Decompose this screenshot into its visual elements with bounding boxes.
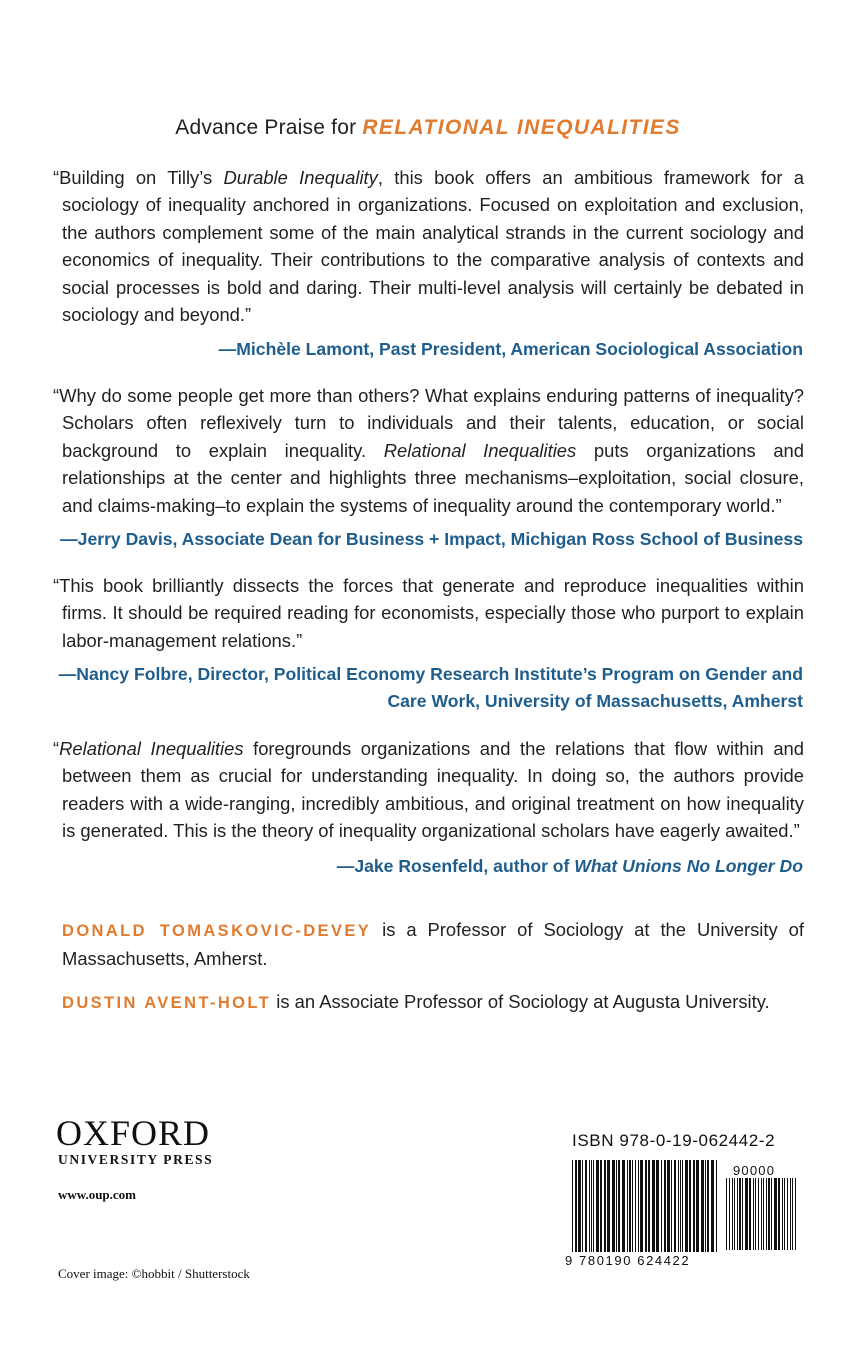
barcode-bar bbox=[726, 1178, 727, 1250]
barcode-bar bbox=[600, 1160, 602, 1252]
barcode-bar bbox=[763, 1178, 764, 1250]
barcode-bar bbox=[771, 1178, 772, 1250]
barcode-bar bbox=[661, 1160, 662, 1252]
barcode-bar bbox=[607, 1160, 610, 1252]
barcode-bar bbox=[693, 1160, 695, 1252]
barcode-bar bbox=[596, 1160, 599, 1252]
barcode-bar bbox=[745, 1178, 748, 1250]
barcode-bar bbox=[645, 1160, 647, 1252]
barcode-bar bbox=[782, 1178, 783, 1250]
barcode-bar bbox=[705, 1160, 706, 1252]
praise-attribution-4 bbox=[40, 853, 803, 880]
barcode-bar bbox=[618, 1160, 620, 1252]
barcode-bar bbox=[685, 1160, 688, 1252]
barcode-bar bbox=[682, 1160, 683, 1252]
quote-text: “Why do some people get more than others? What explains enduring patterns of inequality? Scholars often reflexively turn to individuals and their talents, education, or social background to explain inequality. bbox=[53, 385, 804, 461]
barcode-bar bbox=[749, 1178, 751, 1250]
barcode-bar bbox=[739, 1178, 741, 1250]
barcode-bar bbox=[680, 1160, 681, 1252]
barcode-bar bbox=[689, 1160, 691, 1252]
barcode-bar bbox=[758, 1178, 759, 1250]
barcode-bar bbox=[656, 1160, 659, 1252]
author-bio-2 bbox=[62, 988, 804, 1017]
author-name: DONALD TOMASKOVIC-DEVEY bbox=[62, 922, 372, 940]
barcode-bar bbox=[787, 1178, 788, 1250]
barcode-bar bbox=[707, 1160, 709, 1252]
barcode-bar bbox=[652, 1160, 655, 1252]
barcode-bar bbox=[667, 1160, 670, 1252]
barcode-bar bbox=[755, 1178, 756, 1250]
barcode-bar bbox=[612, 1160, 615, 1252]
attribution-book-title: What Unions No Longer Do bbox=[574, 856, 803, 876]
barcode-bar bbox=[729, 1178, 730, 1250]
barcode-bar bbox=[593, 1160, 594, 1252]
author-bio-text: is an Associate Professor of Sociology at Augusta University. bbox=[271, 991, 770, 1012]
quote-text: “This book brilliantly dissects the forces that generate and reproduce inequalities within firms. It should be required reading for economists, especially those who purport to explain labor-management relations.” bbox=[53, 575, 804, 651]
barcode-bar bbox=[604, 1160, 606, 1252]
isbn-label: ISBN 978-0-19-062442-2 bbox=[572, 1131, 776, 1150]
author-bio-1 bbox=[62, 916, 804, 973]
barcode-bar bbox=[578, 1160, 581, 1252]
barcode-digits: 9 780190 624422 bbox=[565, 1253, 691, 1268]
barcode-bar bbox=[761, 1178, 762, 1250]
barcode-bar bbox=[622, 1160, 625, 1252]
praise-quote-2 bbox=[53, 382, 804, 519]
barcode-bar bbox=[792, 1178, 793, 1250]
barcode-bar bbox=[711, 1160, 714, 1252]
barcode-bar bbox=[638, 1160, 639, 1252]
barcode-bar bbox=[648, 1160, 650, 1252]
quote-book-reference: Relational Inequalities bbox=[383, 439, 577, 461]
barcode-bar bbox=[774, 1178, 777, 1250]
praise-attribution-2: —Jerry Davis, Associate Dean for Business + Impact, Michigan Ross School of Business bbox=[60, 529, 803, 549]
barcode-bar bbox=[629, 1160, 631, 1252]
barcode-bar bbox=[795, 1178, 796, 1250]
quote-text: “Building on Tilly’s bbox=[53, 167, 224, 188]
barcode-bar bbox=[734, 1178, 735, 1250]
barcode-bar bbox=[674, 1160, 676, 1252]
praise-heading bbox=[0, 116, 856, 140]
attribution-line: —Nancy Folbre, Director, Political Economy Research Institute’s Program on Gender and bbox=[58, 664, 803, 684]
barcode-bar bbox=[585, 1160, 587, 1252]
barcode-bar bbox=[572, 1160, 573, 1252]
barcode-main bbox=[572, 1160, 720, 1252]
praise-quote-4 bbox=[53, 735, 805, 845]
quote-book-reference: Durable Inequality bbox=[223, 167, 378, 188]
barcode-bar bbox=[582, 1160, 583, 1252]
barcode-bar bbox=[766, 1178, 767, 1250]
barcode-bar bbox=[589, 1160, 590, 1252]
barcode-bar bbox=[696, 1160, 699, 1252]
barcode-bar bbox=[790, 1178, 791, 1250]
quote-text: “ bbox=[53, 738, 60, 759]
cover-credit: Cover image: ©hobbit / Shutterstock bbox=[58, 1266, 250, 1281]
quote-text: , this book offers an ambitious framework for a sociology of inequality anchored in organizations. Focused on exploitation and exclusion, the authors complement some of the main analytical strands in the current sociology and economics of inequality. Their contributions to the comparative analysis of contexts and social processes is bold and daring. Their multi-level analysis will certainly be debated in sociology and beyond.” bbox=[62, 167, 804, 326]
author-name: DUSTIN AVENT-HOLT bbox=[62, 994, 272, 1012]
barcode-bar bbox=[716, 1160, 717, 1252]
barcode-bar bbox=[742, 1178, 743, 1250]
attribution-text: —Jake Rosenfeld, author of bbox=[336, 856, 575, 876]
barcode-bar bbox=[627, 1160, 628, 1252]
praise-attribution-1: —Michèle Lamont, Past President, American Sociological Association bbox=[218, 339, 803, 359]
quote-text: foregrounds organizations and the relations that flow within and between them as crucial for understanding inequality. In doing so, the authors provide readers with a wide-ranging, incredibly ambitious, and original treatment on how inequality is generated. This is the theory of inequality organizational scholars have eagerly awaited.” bbox=[62, 738, 805, 842]
publisher-logo-subtitle: UNIVERSITY PRESS bbox=[58, 1152, 214, 1167]
barcode-bar bbox=[778, 1178, 780, 1250]
praise-quote-3 bbox=[53, 572, 804, 654]
barcode-bar bbox=[664, 1160, 666, 1252]
barcode-addon bbox=[726, 1178, 798, 1250]
barcode-bar bbox=[678, 1160, 679, 1252]
barcode-bar bbox=[732, 1178, 733, 1250]
book-title: RELATIONAL INEQUALITIES bbox=[362, 116, 681, 139]
barcode-bar bbox=[768, 1178, 770, 1250]
barcode-price-code: 90000 bbox=[733, 1163, 776, 1178]
barcode-bar bbox=[616, 1160, 617, 1252]
barcode-bar bbox=[575, 1160, 577, 1252]
quote-text: puts organizations and relationships at the center and highlights three mechanisms–exploitation, social closure, and claims-making–to explain the systems of inequality around the contemporary world.” bbox=[62, 439, 804, 516]
author-bio-text: is a Professor of Sociology at the University of Massachusetts, Amherst. bbox=[62, 919, 804, 970]
barcode-bar bbox=[701, 1160, 704, 1252]
publisher-logo: OXFORD bbox=[56, 1113, 211, 1153]
publisher-website: www.oup.com bbox=[58, 1187, 137, 1202]
barcode-bar bbox=[753, 1178, 754, 1250]
barcode-bar bbox=[671, 1160, 672, 1252]
praise-heading-prefix: Advance Praise for bbox=[175, 116, 363, 139]
barcode-bar bbox=[635, 1160, 636, 1252]
attribution-line: Care Work, University of Massachusetts, Amherst bbox=[387, 691, 803, 711]
barcode-bar bbox=[737, 1178, 738, 1250]
barcode-bar bbox=[784, 1178, 785, 1250]
barcode-bar bbox=[632, 1160, 633, 1252]
barcode-bar bbox=[591, 1160, 592, 1252]
praise-quote-1 bbox=[53, 164, 804, 328]
praise-attribution-3 bbox=[40, 661, 803, 715]
barcode-bar bbox=[640, 1160, 643, 1252]
quote-book-reference: Relational Inequalities bbox=[59, 738, 244, 759]
